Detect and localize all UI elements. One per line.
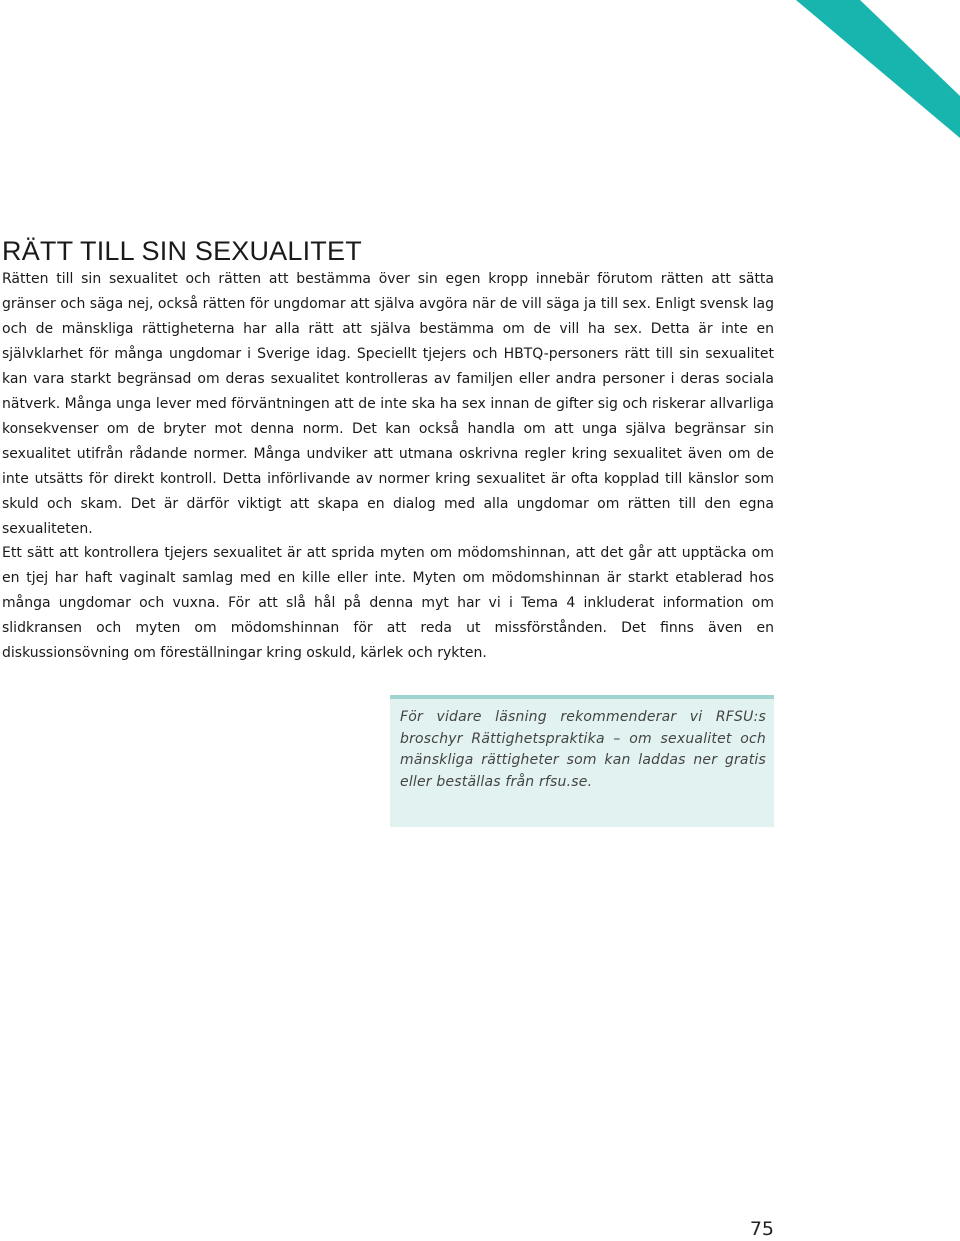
body-paragraph-2: Ett sätt att kontrollera tjejers sexualitet är att sprida myten om mödomshinnan, att det går att upptäcka om en tjej har haft vaginalt samlag med en kille eller inte. Myten om mödomshinnan är starkt etablerad hos många ungdomar och vuxna. För att slå hål på denna myt har vi i Tema 4 inkluderat information om slidkransen och myten om mödomshinnan för att reda ut missförstånden. Det finns även en diskussionsövning om föreställningar kring oskuld, kärlek och rykten. — [2, 545, 774, 661]
body-paragraph-1: Rätten till sin sexualitet och rätten att bestämma över sin egen kropp innebär förutom rätten att sätta gränser och säga nej, också rätten för ungdomar att själva avgöra när de vill säga ja till sex. Enligt svensk lag och de mänskliga rättigheterna har alla rätt att själva bestämma om de vill ha sex. Detta är inte en självklarhet för många ungdomar i Sverige idag. Speciellt tjejers och HBTQ-personers rätt till sin sexualitet kan vara starkt begränsad om deras sexualitet kontrolleras av familjen eller andra personer i deras sociala nätverk. Många unga lever med förväntningen att de inte ska ha sex innan de gifter sig och riskerar allvarliga konsekvenser om de bryter mot denna norm. Det kan också handla om att unga själva begränsar sin sexualitet utifrån rådande normer. Många undviker att utmana oskrivna regler kring sexualitet även om de inte utsätts för direkt kontroll. Detta införlivande av normer kring sexualitet är ofta kopplad till känslor som skuld och skam. Det är därför viktigt att skapa en dialog med alla ungdomar om rätten till den egna sexualiteten. — [2, 271, 774, 537]
reading-tip-text: För vidare läsning rekommenderar vi RFSU:s broschyr Rättighetspraktika – om sexualitet och mänskliga rättigheter som kan laddas ner gratis eller beställas från rfsu.se. — [400, 709, 766, 790]
page-number: 75 — [749, 1218, 774, 1240]
reading-tip-box — [390, 695, 774, 827]
section-heading: RÄTT TILL SIN SEXUALITET — [2, 236, 362, 266]
teal-diagonal-band — [796, 0, 960, 138]
corner-accent-stripe — [0, 0, 960, 160]
